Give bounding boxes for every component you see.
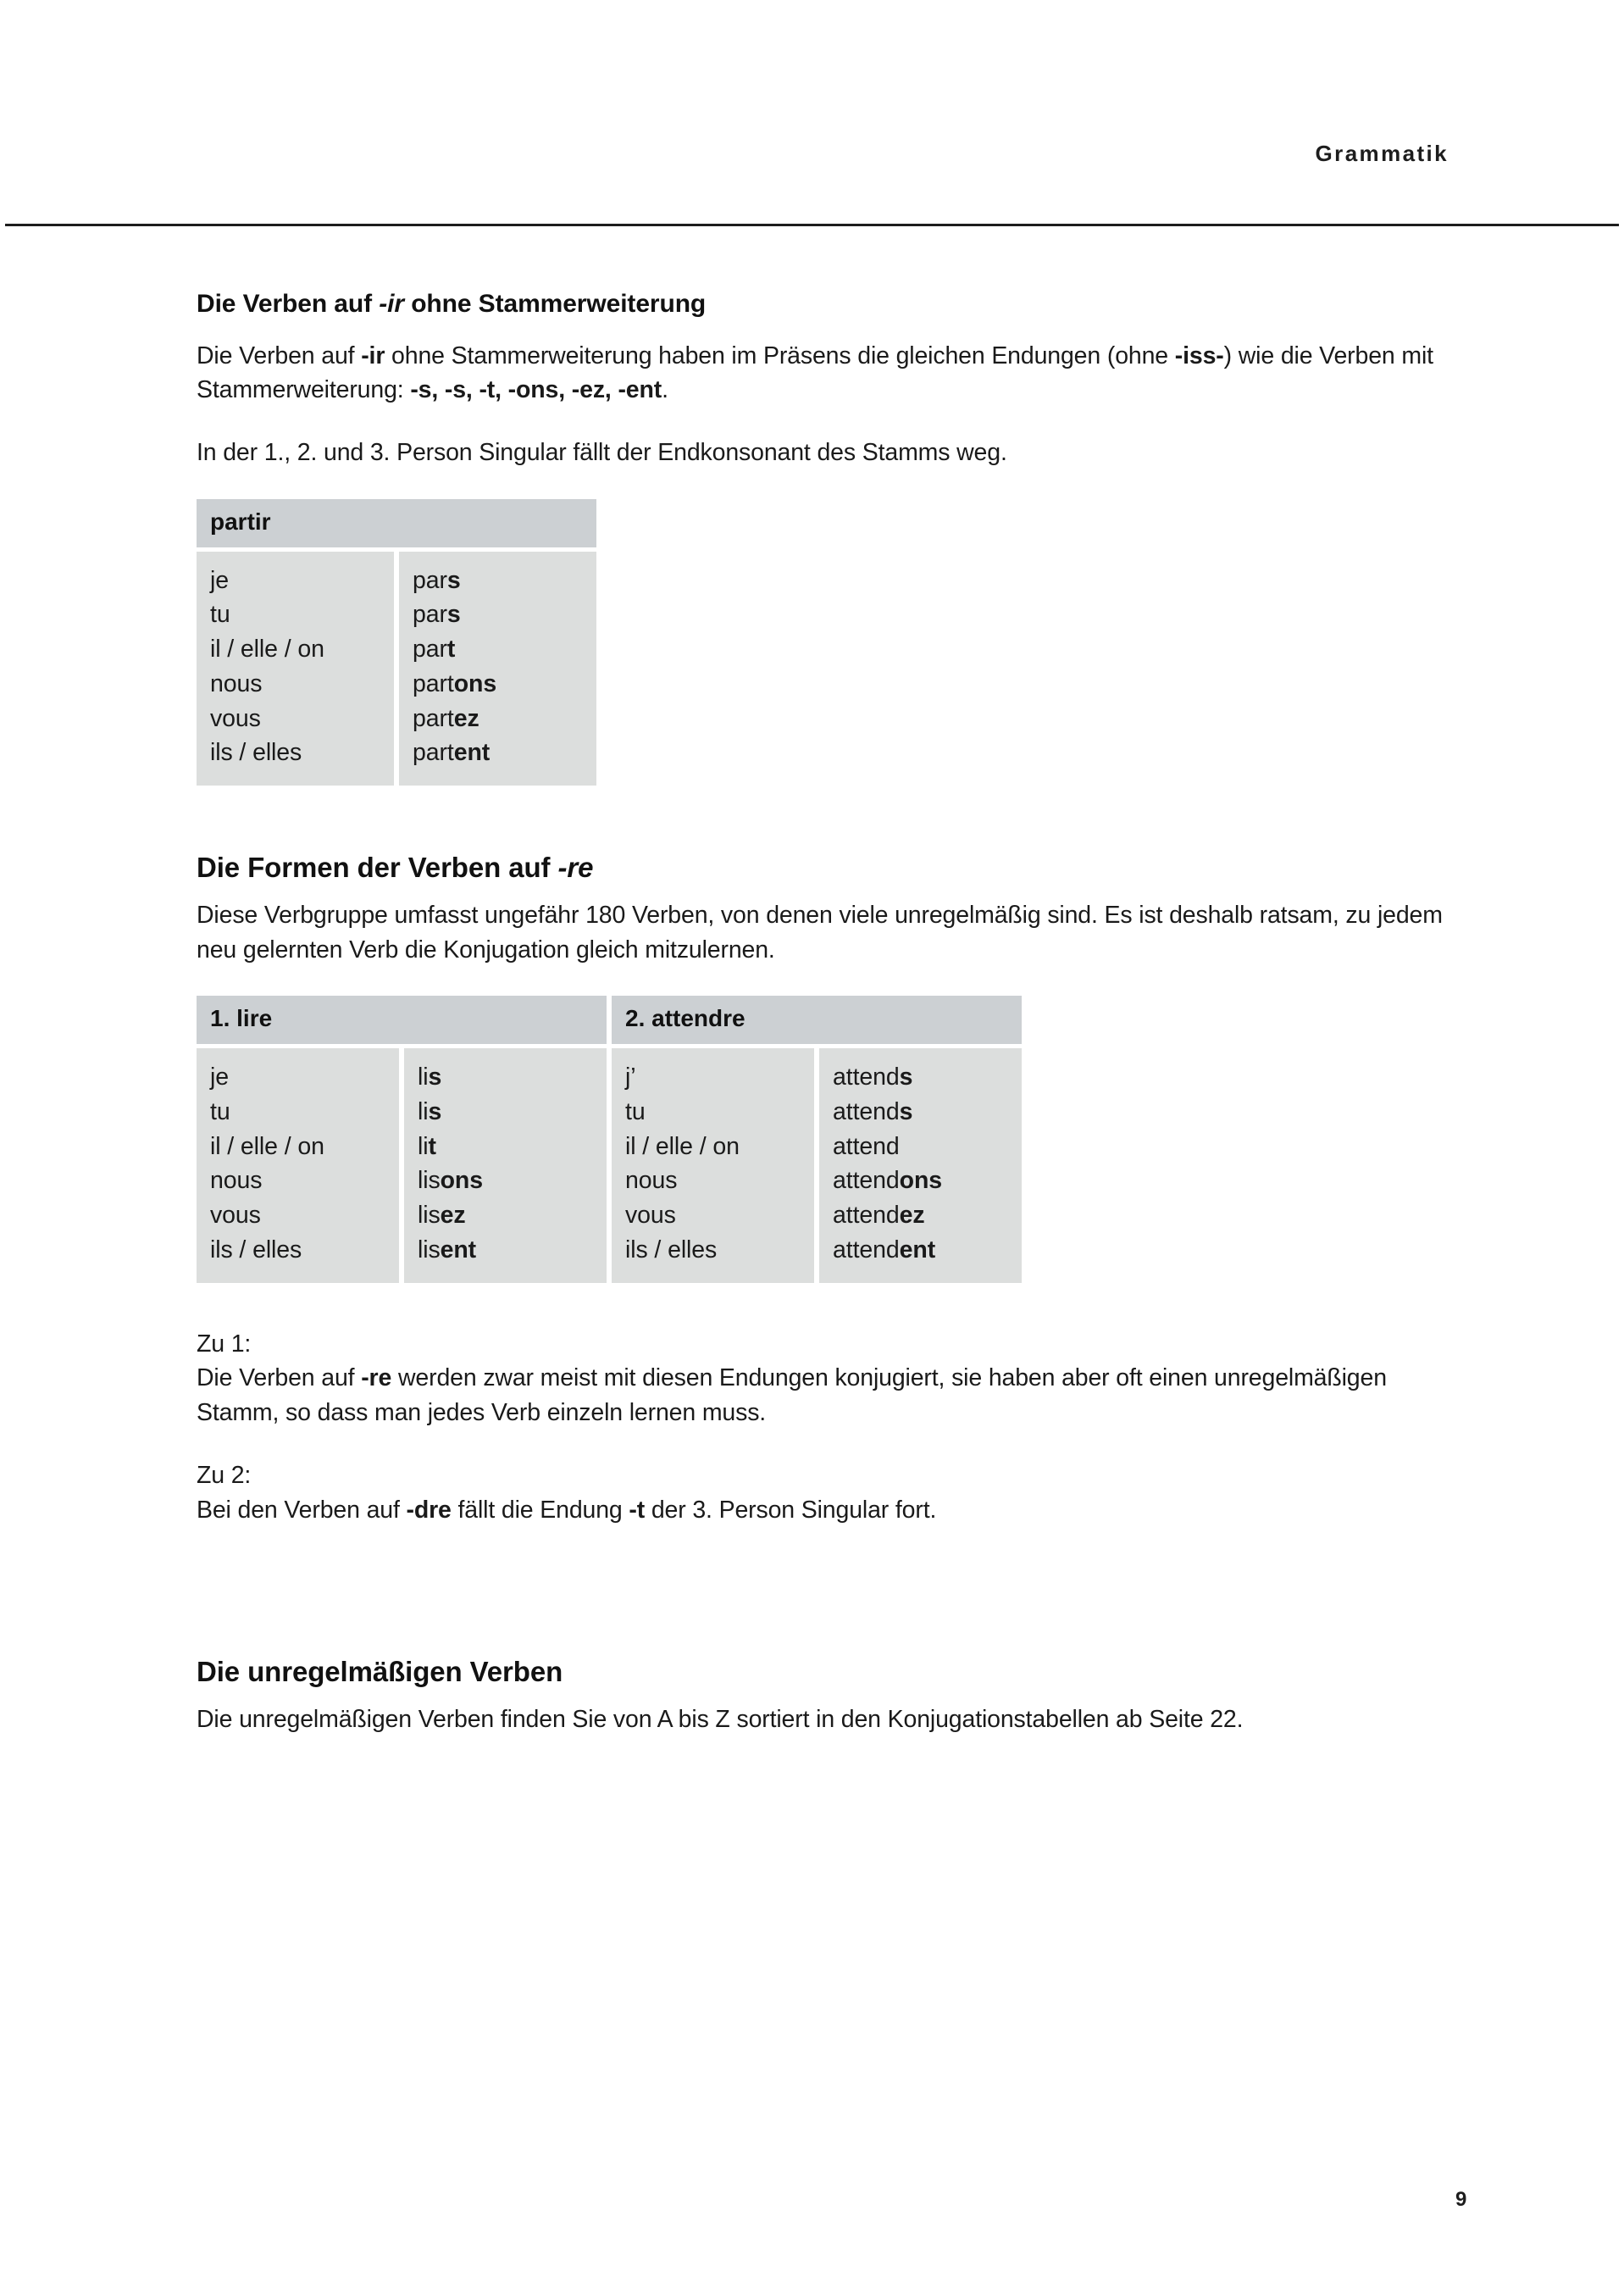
- table-row: [418, 1130, 593, 1164]
- verb-ending: s: [446, 566, 461, 594]
- verb-stem: li: [418, 1132, 429, 1160]
- para-zu2-e: der 3. Person Singular fort.: [645, 1496, 937, 1524]
- table-row: tu: [625, 1097, 646, 1125]
- verb-stem: li: [418, 1063, 429, 1091]
- table-lire-form-column: [404, 1048, 607, 1283]
- table-row: [413, 564, 583, 598]
- table-row: [413, 667, 583, 702]
- table-row: [833, 1233, 1008, 1268]
- verb-stem: li: [418, 1097, 429, 1125]
- table-row: ils / elles: [210, 739, 302, 767]
- verb-ending: t: [428, 1132, 436, 1160]
- para-zu2-d: -t: [629, 1496, 646, 1524]
- verb-stem: par: [413, 601, 447, 629]
- heading-ir-verbs-italic: -ir: [379, 290, 404, 318]
- running-header-title: Grammatik: [1315, 141, 1449, 166]
- table-partir-form-column: [399, 552, 596, 786]
- table-row: vous: [210, 704, 261, 732]
- table-row: [418, 1163, 593, 1198]
- table-attendre-pronoun-column: [612, 1048, 814, 1283]
- table-row: tu: [210, 1097, 230, 1125]
- verb-stem: lis: [418, 1202, 441, 1230]
- para-ir-b: -ir: [361, 342, 385, 369]
- table-attendre-header-cell: 2. attendre: [612, 996, 1022, 1044]
- table-row: vous: [625, 1202, 676, 1230]
- para-ir-a: Die Verben auf: [197, 342, 362, 369]
- verb-stem: lis: [418, 1236, 441, 1263]
- verb-ending: s: [428, 1097, 442, 1125]
- table-row: [413, 736, 583, 770]
- para-zu1-b: -re: [361, 1364, 392, 1392]
- para-ir-c: ohne Stammerweiterung haben im Präsens die gleichen Endungen (ohne: [385, 342, 1175, 369]
- table-row: [413, 597, 583, 632]
- paragraph-zu-1: [197, 1361, 1467, 1430]
- table-row: nous: [210, 1167, 263, 1195]
- table-row: j’: [625, 1063, 636, 1091]
- verb-ending: ons: [899, 1167, 943, 1195]
- conjugation-table-lire-attendre: [197, 996, 1467, 1282]
- para-zu1-c: werden zwar meist mit diesen Endungen konjugiert, sie haben aber oft einen unregelmäßigen Stamm, so dass man jedes Verb einzeln lernen muss.: [197, 1364, 1387, 1426]
- table-row: [833, 1163, 1008, 1198]
- table-partir-header-row: [197, 499, 1467, 547]
- heading-re-verbs-italic: -re: [557, 852, 594, 884]
- page-number: 9: [1455, 2188, 1467, 2211]
- table-lire-header-cell: 1. lire: [197, 996, 607, 1044]
- verb-ending: ons: [453, 669, 497, 697]
- verb-stem: attend: [833, 1097, 900, 1125]
- table-lire-attendre-header-row: [197, 996, 1467, 1044]
- verb-stem: par: [413, 566, 447, 594]
- heading-ir-verbs: [197, 288, 1467, 320]
- paragraph-ir-stem-consonant: In der 1., 2. und 3. Person Singular fällt der Endkonsonant des Stamms weg.: [197, 439, 1007, 467]
- table-row: [418, 1233, 593, 1268]
- heading-ir-verbs-text-1: Die Verben auf: [197, 290, 380, 318]
- verb-ending: ent: [453, 739, 491, 767]
- conjugation-table-partir: [197, 499, 1467, 786]
- table-row: [418, 1198, 593, 1233]
- table-lire-attendre-body-row: [197, 1048, 1467, 1283]
- label-zu-1: Zu 1:: [197, 1330, 252, 1358]
- verb-stem: part: [413, 669, 454, 697]
- verb-stem: part: [413, 739, 454, 767]
- para-ir-f: -s, -s, -t, -ons, -ez, -ent: [410, 375, 662, 403]
- verb-stem: attend: [833, 1236, 900, 1263]
- table-row: [833, 1060, 1008, 1095]
- table-row: [418, 1095, 593, 1130]
- page-content: [197, 288, 1467, 1737]
- para-zu2-a: Bei den Verben auf: [197, 1496, 407, 1524]
- table-row: [413, 632, 583, 667]
- verb-ending: ent: [899, 1236, 936, 1263]
- verb-stem: attend: [833, 1132, 900, 1160]
- paragraph-re-intro: Diese Verbgruppe umfasst ungefähr 180 Verben, von denen viele unregelmäßig sind. Es ist deshalb ratsam, zu jedem neu gelernten Verb die Konjugation gleich mitzulernen.: [197, 902, 1443, 964]
- table-attendre-form-column: [819, 1048, 1022, 1283]
- paragraph-irregular-verbs: Die unregelmäßigen Verben finden Sie von A bis Z sortiert in den Konjugationstabellen ab Seite 22.: [197, 1706, 1244, 1734]
- table-row: [413, 702, 583, 736]
- verb-stem: attend: [833, 1063, 900, 1091]
- table-lire-pronoun-column: [197, 1048, 399, 1283]
- table-row: [833, 1095, 1008, 1130]
- verb-ending: ez: [440, 1202, 466, 1230]
- table-row: tu: [210, 601, 230, 629]
- verb-ending: s: [428, 1063, 442, 1091]
- verb-ending: s: [446, 601, 461, 629]
- table-row: ils / elles: [210, 1236, 302, 1263]
- verb-stem: attend: [833, 1202, 900, 1230]
- table-row: je: [210, 1063, 229, 1091]
- table-row: il / elle / on: [210, 636, 324, 664]
- table-row: [833, 1198, 1008, 1233]
- verb-ending: ez: [453, 704, 479, 732]
- verb-stem: part: [413, 704, 454, 732]
- verb-ending: t: [446, 636, 456, 664]
- table-partir-pronoun-column: [197, 552, 394, 786]
- verb-ending: s: [899, 1097, 913, 1125]
- heading-ir-verbs-text-2: ohne Stammerweiterung: [403, 290, 707, 318]
- table-row: nous: [625, 1167, 678, 1195]
- verb-ending: ons: [440, 1167, 483, 1195]
- table-row: ils / elles: [625, 1236, 718, 1263]
- para-zu2-b: -dre: [406, 1496, 452, 1524]
- verb-ending: ez: [899, 1202, 925, 1230]
- table-row: vous: [210, 1202, 261, 1230]
- heading-irregular-verbs: Die unregelmäßigen Verben: [197, 1656, 563, 1688]
- table-row: [418, 1060, 593, 1095]
- table-row: nous: [210, 669, 263, 697]
- table-partir-header-cell: partir: [197, 499, 596, 547]
- verb-stem: lis: [418, 1167, 441, 1195]
- heading-re-verbs: [197, 850, 1467, 885]
- paragraph-ir-endings: [197, 339, 1467, 408]
- para-ir-d: -iss-: [1174, 342, 1224, 369]
- table-partir-body-row: [197, 552, 1467, 786]
- table-row: [833, 1130, 1008, 1164]
- table-row: il / elle / on: [625, 1132, 740, 1160]
- verb-ending: s: [899, 1063, 913, 1091]
- heading-re-verbs-text-1: Die Formen der Verben auf: [197, 852, 558, 884]
- label-zu-2: Zu 2:: [197, 1462, 252, 1490]
- header-divider-rule: [5, 224, 1619, 226]
- para-zu2-c: fällt die Endung: [451, 1496, 629, 1524]
- paragraph-zu-2: [197, 1493, 1467, 1527]
- table-row: je: [210, 566, 229, 594]
- verb-stem: attend: [833, 1167, 900, 1195]
- verb-stem: par: [413, 636, 447, 664]
- para-ir-e: ) wie die Verben mit Stammerweiterung:: [197, 342, 1433, 403]
- table-row: il / elle / on: [210, 1132, 324, 1160]
- para-zu1-a: Die Verben auf: [197, 1364, 362, 1392]
- para-ir-g: .: [662, 375, 668, 403]
- verb-ending: ent: [440, 1236, 477, 1263]
